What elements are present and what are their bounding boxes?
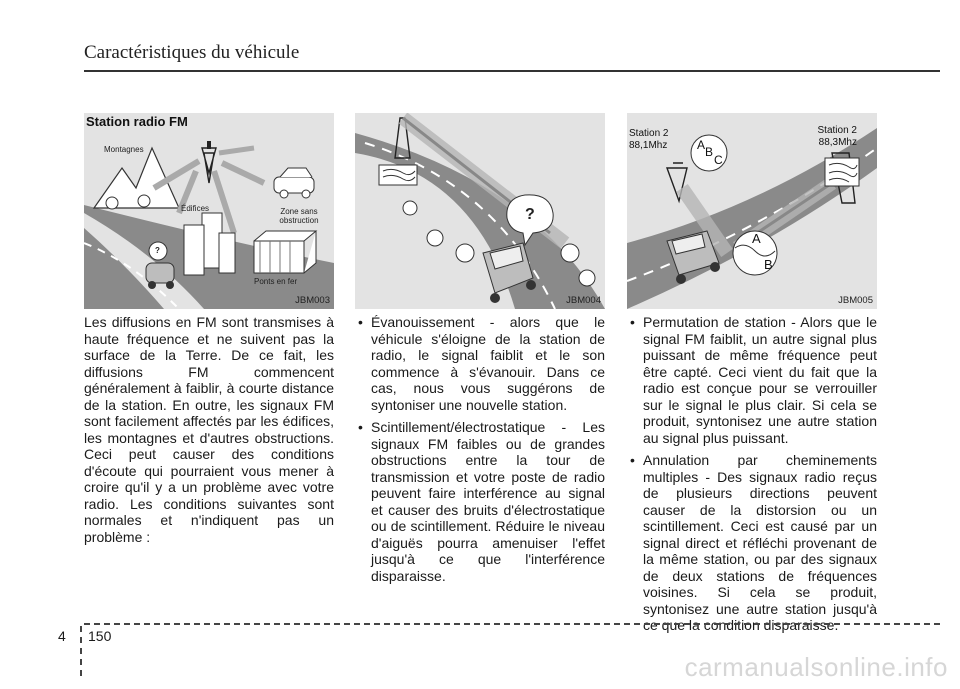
- column-station-swap: [627, 314, 877, 640]
- footer-divider: [80, 626, 82, 676]
- car-letter-a: A: [752, 231, 761, 246]
- bullet-multipath: • Annulation par cheminements multiples - Des signaux radio reçus de plusieurs directions peuvent causer de la distorsion ou un scintillement. Ceci est causé par un signal direct et réfléchi provenant de la même station, ou par des signaux de deux stations de fréquences voisines. Si cela se produit, syntonisez une autre station jusqu'à ce que la condition disparaisse.: [627, 452, 877, 634]
- header-rule: [84, 70, 940, 72]
- station-left-label: [629, 128, 668, 152]
- footer-rule: [84, 623, 940, 625]
- figure-station-swapping: [627, 113, 877, 309]
- figure-fm-station: [84, 113, 334, 309]
- watermark: carmanualsonline.info: [684, 652, 948, 682]
- column-fading: [355, 314, 605, 590]
- station-right-name: Station 2: [817, 125, 857, 136]
- station-left-freq: 88,1Mhz: [629, 140, 668, 151]
- label-no-obstruction: [274, 207, 324, 225]
- label-bridges: Ponts en fer: [254, 277, 298, 286]
- question-mark: ?: [155, 246, 160, 255]
- label-no-obstruction-line1: Zone sans: [280, 207, 318, 216]
- station-right-label: [818, 125, 857, 149]
- figure-code: JBM004: [566, 295, 601, 306]
- figure-fading: [355, 113, 605, 309]
- bullet-static: • Scintillement/électrostatique - Les signaux FM faibles ou de grandes obstructions entre la tour de transmission et votre poste de radio peuvent faire interférence au signal et causer des bruits d'électrostatique ou de scintillement. Réduire le niveau d'aiguës pourra amenuiser l'effet jusqu'à ce que l'interférence disparaisse.: [355, 419, 605, 584]
- intro-paragraph: Les diffusions en FM sont transmises à haute fréquence et ne suivent pas la surface de la Terre. De ce fait, les diffusions FM commencent généralement à faiblir, à courte distance de la station. En outre, les signaux FM sont facilement affectés par les édifices, les montagnes et d'autres obstructions. Ceci peut causer des conditions d'écoute qui pourraient vous mener à croire qu'il y a un problème avec votre radio. Les conditions suivantes sont normales et n'indiquent pas un problème :: [84, 314, 334, 545]
- fading-illustration: [355, 113, 605, 309]
- abc-letter-b: B: [705, 145, 714, 159]
- station-left-name: Station 2: [629, 128, 669, 139]
- chapter-number: 4: [58, 628, 66, 644]
- abc-letter-a: A: [697, 138, 706, 152]
- page-header-title: Caractéristiques du véhicule: [84, 42, 300, 63]
- label-no-obstruction-line2: obstruction: [279, 216, 319, 225]
- car-letter-b: B: [764, 257, 773, 272]
- figure-title: Station radio FM: [86, 114, 188, 129]
- bullet-station-swapping: • Permutation de station - Alors que le signal FM faiblit, un autre signal plus puissant de même fréquence peut être capté. Ceci vient du fait que la radio est conçue pour se verrouiller sur le signal le plus clair. Si cela se produit, syntonisez une autre station au signal plus puissant.: [627, 314, 877, 446]
- figure-code: JBM005: [838, 295, 873, 306]
- column-intro: [84, 314, 334, 545]
- station-right-freq: 88,3Mhz: [818, 137, 857, 148]
- question-mark: ?: [525, 206, 535, 223]
- abc-letter-c: C: [714, 153, 723, 167]
- label-buildings: Édifices: [181, 204, 210, 213]
- bullet-fading: • Évanouissement - alors que le véhicule s'éloigne de la station de radio, le signal faiblit et le son commence à s'évanouir. Dans ce cas, nous vous suggérons de syntoniser une nouvelle station.: [355, 314, 605, 413]
- label-mountains: Montagnes: [104, 145, 144, 154]
- figure-code: JBM003: [295, 295, 330, 306]
- page-number: 150: [88, 628, 112, 644]
